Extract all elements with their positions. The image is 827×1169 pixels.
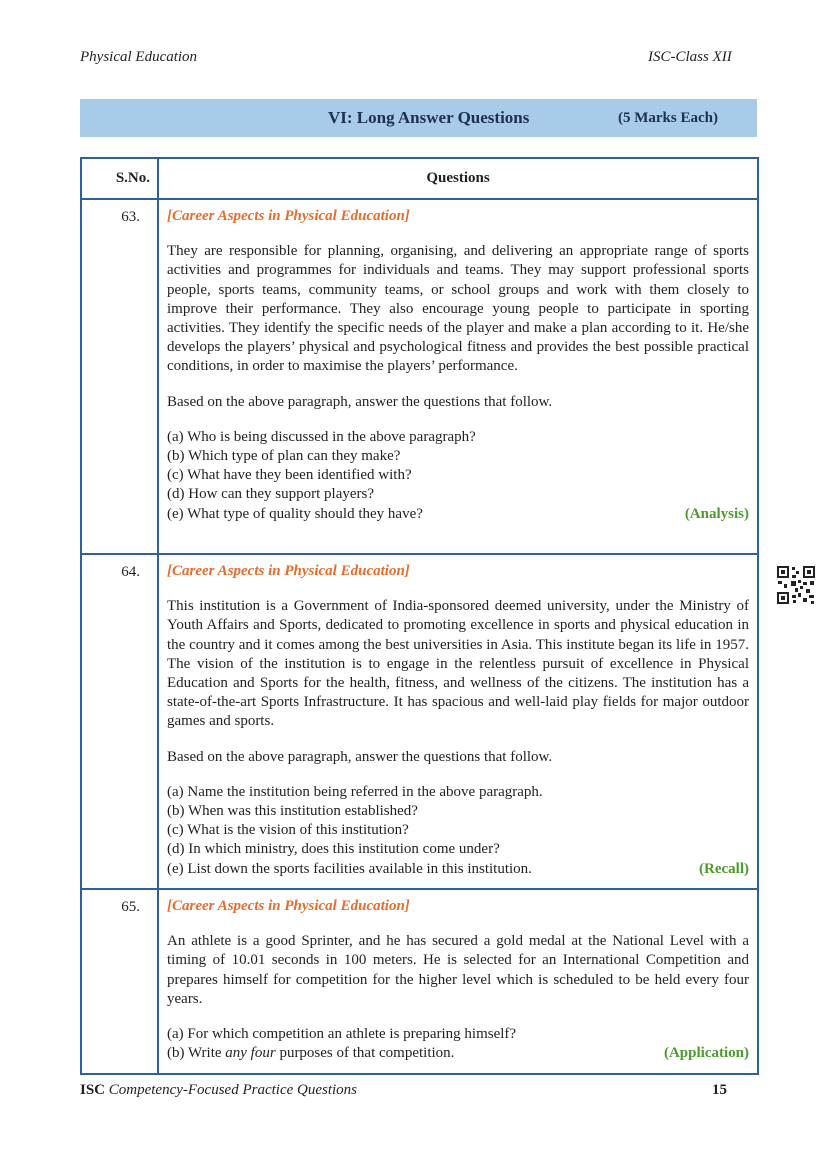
sub-question: (a) For which competition an athlete is preparing himself? (167, 1026, 517, 1043)
sub-question: (e) What type of quality should they have? (167, 505, 423, 522)
question-number: 65. (81, 889, 158, 1074)
sub-question: (a) Who is being discussed in the above paragraph? (167, 428, 476, 445)
cognitive-level-tag: (Analysis) (684, 505, 749, 522)
question-instruction: Based on the above paragraph, answer the questions that follow. (167, 748, 553, 765)
section-banner (80, 99, 757, 137)
sub-question: (d) How can they support players? (167, 486, 375, 503)
footer-title: Competency-Focused Practice Questions (108, 1082, 358, 1098)
sub-question-text: (b) Write (167, 1045, 226, 1062)
page-footer-title (80, 1082, 357, 1099)
sub-question: (a) Name the institution being referred in the above paragraph. (167, 783, 543, 800)
sub-question (167, 1044, 749, 1063)
question-passage: This institution is a Government of India-sponsored deemed university, under the Ministry of Youth Affairs and Sports, dedicated to promoting excellence in sports and physical education in the country and it comes among the best universities in Asia. This institute began its life in 1957. The vision of the institution is to engage in the relentless pursuit of excellence in Physical Education and Sports for the health, fitness, and wellness of the citizens. The institution has a state-of-the-art Sports Infrastructure. It has spacious and well-laid play fields for major outdoor games and sports. (167, 598, 749, 730)
question-number: 63. (81, 199, 158, 554)
question-instruction: Based on the above paragraph, answer the questions that follow. (167, 393, 553, 410)
running-header-subject: Physical Education (80, 49, 198, 65)
table-row (81, 554, 758, 889)
question-topic: [Career Aspects in Physical Education] (167, 563, 410, 579)
column-header-sno: S.No. (81, 158, 158, 199)
question-number: 64. (81, 554, 158, 889)
qr-code-icon (776, 565, 816, 605)
table-row (81, 199, 758, 554)
sub-question-list (167, 1025, 749, 1063)
column-header-questions: Questions (158, 158, 758, 199)
cognitive-level-tag: (Recall) (699, 860, 749, 877)
table-row (81, 889, 758, 1074)
section-marks: (5 Marks Each) (618, 110, 718, 126)
sub-question: (d) In which ministry, does this institution come under? (167, 841, 500, 858)
sub-question-list (167, 783, 749, 879)
sub-question-list (167, 428, 749, 524)
question-topic: [Career Aspects in Physical Education] (167, 208, 410, 224)
sub-question: (b) Which type of plan can they make? (167, 448, 401, 465)
question-body (158, 199, 758, 554)
page-number: 15 (712, 1082, 727, 1098)
sub-question: (c) What is the vision of this institution? (167, 822, 409, 839)
questions-table (80, 157, 759, 1075)
sub-question: (c) What have they been identified with? (167, 467, 412, 484)
question-topic: [Career Aspects in Physical Education] (167, 898, 410, 914)
cognitive-level-tag: (Application) (663, 1045, 749, 1062)
question-passage: They are responsible for planning, organising, and delivering an appropriate range of sports activities and programmes for individuals and teams. They may support professional sports people, sports teams, community teams, or school groups and work with them closely to improve their performance. They also encourage young people to participate in sporting activities. They identify the specific needs of the player and make a plan according to it. He/she develops the players’ physical and psychological fitness and provides the best possible practical conditions, in order to maximise the players’ performance. (167, 243, 749, 375)
running-header-class: ISC-Class XII (648, 49, 732, 65)
sub-question-text: purposes of that competition. (275, 1045, 455, 1062)
sub-question: (e) List down the sports facilities available in this institution. (167, 860, 532, 877)
footer-brand: ISC (80, 1082, 106, 1098)
table-header-row (81, 158, 758, 199)
section-title: VI: Long Answer Questions (328, 108, 530, 127)
sub-question-emphasis: any four (225, 1045, 276, 1062)
question-passage: An athlete is a good Sprinter, and he has secured a gold medal at the National Level with a timing of 10.01 seconds in 100 meters. He is selected for an International Competition and prepares himself for competition for the higher level which is scheduled to be held every four years. (167, 933, 749, 1007)
question-body (158, 889, 758, 1074)
sub-question: (b) When was this institution established? (167, 803, 418, 820)
question-body (158, 554, 758, 889)
